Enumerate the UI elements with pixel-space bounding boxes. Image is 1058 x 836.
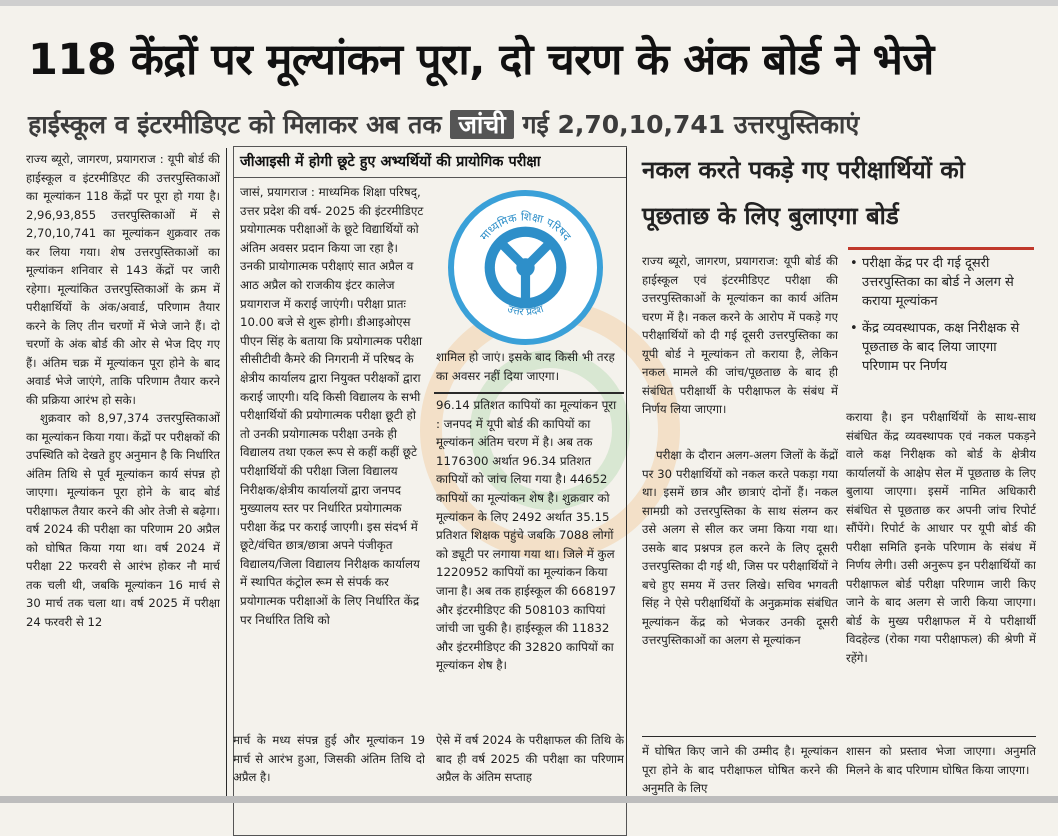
bottom-border: [0, 796, 1058, 803]
right-story-divider: [642, 736, 1036, 737]
left-para-2: शुक्रवार को 8,97,374 उत्तरपुस्तिकाओं का मूल्यांकन किया गया। केंद्रों पर परीक्षकों की उपस्थिति को देखते हुए अनुमान है कि निर्धारित अंतिम तिथि से पूर्व मूल्यांकन कार्य संपन्न हो जाएगा। मूल्यांकन पूरा होने के बाद बोर्ड परीक्षाफल तैयार करने की ओर तेजी से बढ़ेगा। वर्ष 2024 की परीक्षा का परिणाम 20 अप्रैल को घोषित किया गया था। वर्ष 2024 में परीक्षा 22 फरवरी से आरंभ होकर नौ मार्च तक चली थी, जबकि मूल्यांकन 16 मार्च से 30 मार्च तक चला था। वर्ष 2025 में परीक्षा 24 फरवरी से 12: [26, 411, 220, 629]
right-story-body-1: परीक्षा के दौरान अलग-अलग जिलों के केंद्रों पर 30 परीक्षार्थियों को नकल करते पकड़ा गया था। इसमें छात्र और छात्राएं दोनों हैं। नकल सामग्री को उत्तरपुस्तिका के साथ संलग्न कर उसे अलग से सील कर जमा किया गया था। उसके बाद प्रश्नपत्र हल करने के लिए दूसरी उत्तरपुस्तिका दी गई थी, जिस पर परीक्षार्थियों ने बचे हुए समय में उत्तर लिखे। सचिव भगवती सिंह ने ऐसे परीक्षार्थियों के अनुक्रमांक संबंधित मूल्यांकन केंद्र को भेजकर उनकी दूसरी उत्तरपुस्तिकाओं का अलग से मूल्यांकन: [642, 448, 838, 647]
subheadline-before: हाईस्कूल व इंटरमीडिएट को मिलाकर अब तक: [28, 110, 442, 139]
boxed-story-left-text: जासं, प्रयागराज : माध्यमिक शिक्षा परिषद्, उत्तर प्रदेश की वर्ष- 2025 की इंटरमीडिएट प्रयोगात्मक परीक्षाओं के छूटे विद्यार्थियों को अंतिम अवसर प्रदान किया जा रहा है। उनकी प्रायोगात्मक परीक्षाएं सात अप्रैल व आठ अप्रैल को राजकीय इंटर कालेज प्रयागराज में कराई जाएंगी। परीक्षा प्रातः 10.00 बजे से शुरू होगी। डीआइओएस पीएन सिंह के बताया कि प्रयोगात्मक परीक्षा सीसीटीवी कैमरे की निगरानी में परिषद के क्षेत्रीय कार्यालय द्वारा नियुक्त परीक्षकों द्वारा कराई जाएगी। यदि किसी विद्यालय के सभी परीक्षार्थियों की प्रयोगात्मक परीक्षा छूटी हो तो उनकी प्रयोगात्मक परीक्षा उनके ही विद्यालय तथा एकल रूप से कहीं कहीं छूटे परीक्षार्थियों की परीक्षा जिला विद्यालय निरीक्षक/क्षेत्रीय कार्यालयों द्वारा जनपद मुख्यालय स्तर पर निर्धारित प्रयोगात्मक परीक्षा केंद्र पर कराई जाएगी। इस संदर्भ में छूटे/वंचित छात्र/छात्रा अपने पंजीकृत विद्यालय/जिला विद्यालय निरीक्षक कार्यालय में स्थापित कंट्रोल रूम से संपर्क कर प्रयोगात्मक परीक्षाओं के लिए निर्धारित केंद्र पर निर्धारित तिथि को: [240, 185, 424, 627]
bottom-mid-left-text: मार्च के मध्य संपन्न हुई और मूल्यांकन 19 मार्च से आरंभ हुआ, जिसकी अंतिम तिथि दो अप्रैल है।: [233, 733, 425, 784]
boxed-story-title: जीआइसी में होगी छूटे हुए अभ्यर्थियों की प्रायोगिक परीक्षा: [234, 147, 626, 178]
top-border: [0, 0, 1058, 6]
column-rule: [226, 148, 227, 798]
right-story-headline: नकल करते पकड़े गए परीक्षार्थियों को पूछताछ के लिए बुलाएगा बोर्ड: [642, 156, 965, 230]
left-column: [26, 150, 220, 810]
bullet-list: [850, 254, 1036, 404]
subheadline-highlight: जांची: [450, 110, 513, 139]
right-story-lead: राज्य ब्यूरो, जागरण, प्रयागराज: यूपी बोर्ड की हाईस्कूल एवं इंटरमीडिएट परीक्षा की उत्तरपुस्तिकाओं के मूल्यांकन का कार्य अंतिम चरण में है। नकल करने के आरोप में पकड़े गए परीक्षार्थियों को दी गई दूसरी उत्तरपुस्तिका का यूपी बोर्ड ने मूल्यांकन तो कराया है, लेकिन नकल मामले की जांच/पूछताछ के बाद ही संबंधित परीक्षार्थी के परीक्षाफल के संबंध में निर्णय लिया जाएगा।: [642, 254, 838, 416]
stats-divider: [434, 392, 624, 394]
subheadline-after: गई 2,70,10,741 उत्तरपुस्तिकाएं: [522, 110, 860, 139]
headline: 118 केंद्रों पर मूल्यांकन पूरा, दो चरण के अंक बोर्ड ने भेजे: [28, 35, 934, 85]
right-story-body-2: कराया है। इन परीक्षार्थियों के साथ-साथ संबंधित केंद्र व्यवस्थापक एवं नकल पकड़ने वाले कक्ष निरीक्षक को बोर्ड के क्षेत्रीय कार्यालयों के आक्षेप सेल में पूछताछ के लिए बुलाया जाएगा। इसमें नामित अधिकारी संबंधित से पूछताछ कर अपनी जांच रिपोर्ट सौंपेंगे। रिपोर्ट के आधार पर यूपी बोर्ड की परीक्षा समिति इनके परिणाम के संबंध में निर्णय लेगी। उसी अनुरूप इन परीक्षार्थियों का परीक्षाफल बोर्ड परीक्षा परिणाम जारी किए जाने के बाद अलग से जारी किया जाएगा। बोर्ड के मुख्य परीक्षाफल में ये परीक्षार्थी विदहेल्ड (रोका गया परीक्षाफल) की श्रेणी में रहेंगे।: [846, 410, 1036, 665]
board-emblem-icon: [454, 196, 597, 339]
board-logo: [448, 190, 603, 345]
bullet-accent-line: [848, 247, 1034, 250]
logo-text-bottom: उत्तर प्रदेश: [505, 303, 546, 319]
bottom-mid-text: ऐसे में वर्ष 2024 के परीक्षाफल की तिथि के बाद ही वर्ष 2025 की परीक्षा का परिणाम अप्रैल के अंतिम सप्ताह: [436, 733, 624, 784]
bullet-item: • परीक्षा केंद्र पर दी गई दूसरी उत्तरपुस्तिका का बोर्ड ने अलग से कराया मूल्यांकन: [850, 254, 1036, 311]
left-para-1: राज्य ब्यूरो, जागरण, प्रयागराज : यूपी बोर्ड की हाईस्कूल व इंटरमीडिएट की उत्तरपुस्तिकाओं का मूल्यांकन 118 केंद्रों पर पूरा हो गया है। 2,96,93,855 उत्तरपुस्तिकाओं में से 2,70,10,741 का मूल्यांकन शुक्रवार तक कर लिया गया। शेष उत्तरपुस्तिकाओं का मूल्यांकन शनिवार से 143 केंद्रों पर जारी रहेगा। मूल्यांकित उत्तरपुस्तिकाओं के क्रम में परीक्षार्थियों के अंक/अवार्ड, परिणाम तैयार करने के लिए तीन चरणों में भेजे जाने हैं। दो चरणों के अंक बोर्ड की ओर से भेज दिए गए हैं। अंतिम चक्र में मूल्यांकन पूरा होने के बाद अवार्ड भेजे जाएंगे, ताकि परिणाम तैयार करने की प्रक्रिया आरंभ हो सके।: [26, 152, 220, 407]
bullet-item: • केंद्र व्यवस्थापक, कक्ष निरीक्षक से पूछताछ के बाद लिया जाएगा परिणाम पर निर्णय: [850, 319, 1036, 376]
column-rule-2: [626, 148, 627, 798]
boxed-story-right-text: शामिल हो जाएं। इसके बाद किसी भी तरह का अवसर नहीं दिया जाएगा।: [436, 350, 615, 383]
right-story-end-2: शासन को प्रस्ताव भेजा जाएगा। अनुमति मिलने के बाद परिणाम घोषित किया जाएगा।: [846, 744, 1036, 777]
logo-text-top: माध्यमिक शिक्षा परिषद: [477, 210, 574, 244]
subheadline: [28, 104, 1038, 146]
stats-text: 96.14 प्रतिशत कापियों का मूल्यांकन पूरा : जनपद में यूपी बोर्ड की कापियों का मूल्यांकन अंतिम चरण में है। अब तक 1176300 अर्थात 96.34 प्रतिशत कापियों को जांच लिया गया है। 44652 कापियों का मूल्यांकन शेष है। शुक्रवार को मूल्यांकन के लिए 2492 अर्थात 35.15 प्रतिशत शिक्षक पहुंचे जबकि 7088 लोगों को ड्यूटी पर लगाया गया था। जिले में कुल 1220952 कापियों का मूल्यांकन किया जाना है। अब तक हाईस्कूल की 668197 और इंटरमीडिएट की 508103 कापियां जांची जा चुकी है। हाईस्कूल की 11832 और इंटरमीडिएट की 32820 कापियों का मूल्यांकन शेष है।: [436, 398, 617, 673]
right-story-end-1: में घोषित किए जाने की उम्मीद है। मूल्यांकन पूरा होने के बाद परीक्षाफल घोषित करने की अनुमति के लिए: [642, 744, 838, 795]
